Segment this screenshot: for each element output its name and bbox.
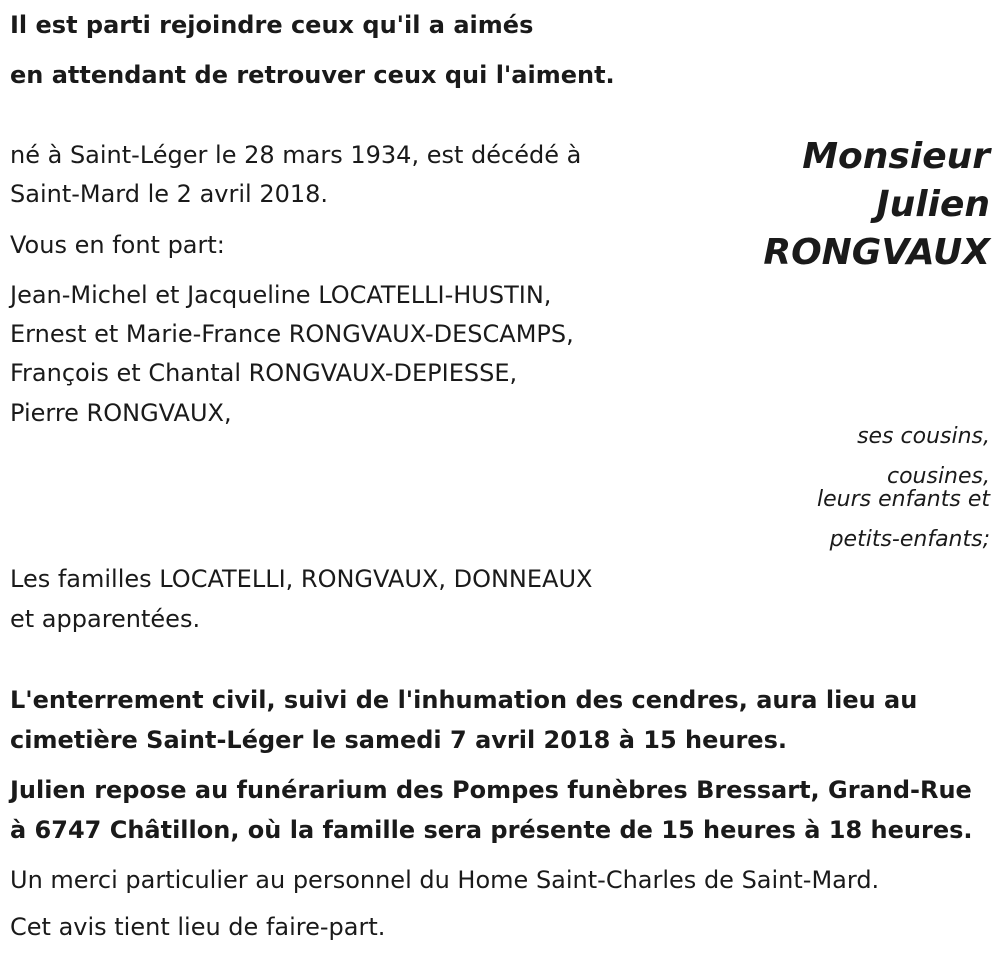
announcement-intro: Vous en font part:: [10, 231, 225, 259]
relation-note-line-2: cousines,: [886, 464, 990, 489]
funeral-line-2: cimetière Saint-Léger le samedi 7 avril 2018 à 15 heures.: [10, 726, 787, 754]
viewing-line-2: à 6747 Châtillon, où la famille sera présente de 15 heures à 18 heures.: [10, 816, 973, 844]
relation-note-line-1: ses cousins,: [857, 424, 990, 449]
birth-death-line-2: Saint-Mard le 2 avril 2018.: [10, 180, 329, 208]
epigraph-line-2: en attendant de retrouver ceux qui l'aiment.: [10, 61, 615, 89]
relation-note-line-4: petits-enfants;: [829, 527, 990, 552]
deceased-first-name: Julien: [876, 184, 990, 225]
closing-text: Cet avis tient lieu de faire-part.: [10, 913, 386, 941]
thanks-text: Un merci particulier au personnel du Home Saint-Charles de Saint-Mard.: [10, 866, 880, 894]
families-line-2: et apparentées.: [10, 605, 201, 633]
deceased-last-name: RONGVAUX: [763, 232, 990, 273]
relation-note-line-3: leurs enfants et: [817, 487, 990, 512]
birth-death-line-1: né à Saint-Léger le 28 mars 1934, est décédé à: [10, 141, 582, 169]
family-member: Pierre RONGVAUX,: [10, 399, 232, 427]
families-line-1: Les familles LOCATELLI, RONGVAUX, DONNEAUX: [10, 565, 593, 593]
funeral-line-1: L'enterrement civil, suivi de l'inhumation des cendres, aura lieu au: [10, 686, 918, 714]
epigraph-line-1: Il est parti rejoindre ceux qu'il a aimés: [10, 11, 534, 39]
family-member: François et Chantal RONGVAUX-DEPIESSE,: [10, 359, 518, 387]
viewing-line-1: Julien repose au funérarium des Pompes funèbres Bressart, Grand-Rue: [10, 776, 972, 804]
deceased-title: Monsieur: [802, 136, 990, 177]
family-member: Ernest et Marie-France RONGVAUX-DESCAMPS,: [10, 320, 574, 348]
family-member: Jean-Michel et Jacqueline LOCATELLI-HUSTIN,: [10, 281, 552, 309]
